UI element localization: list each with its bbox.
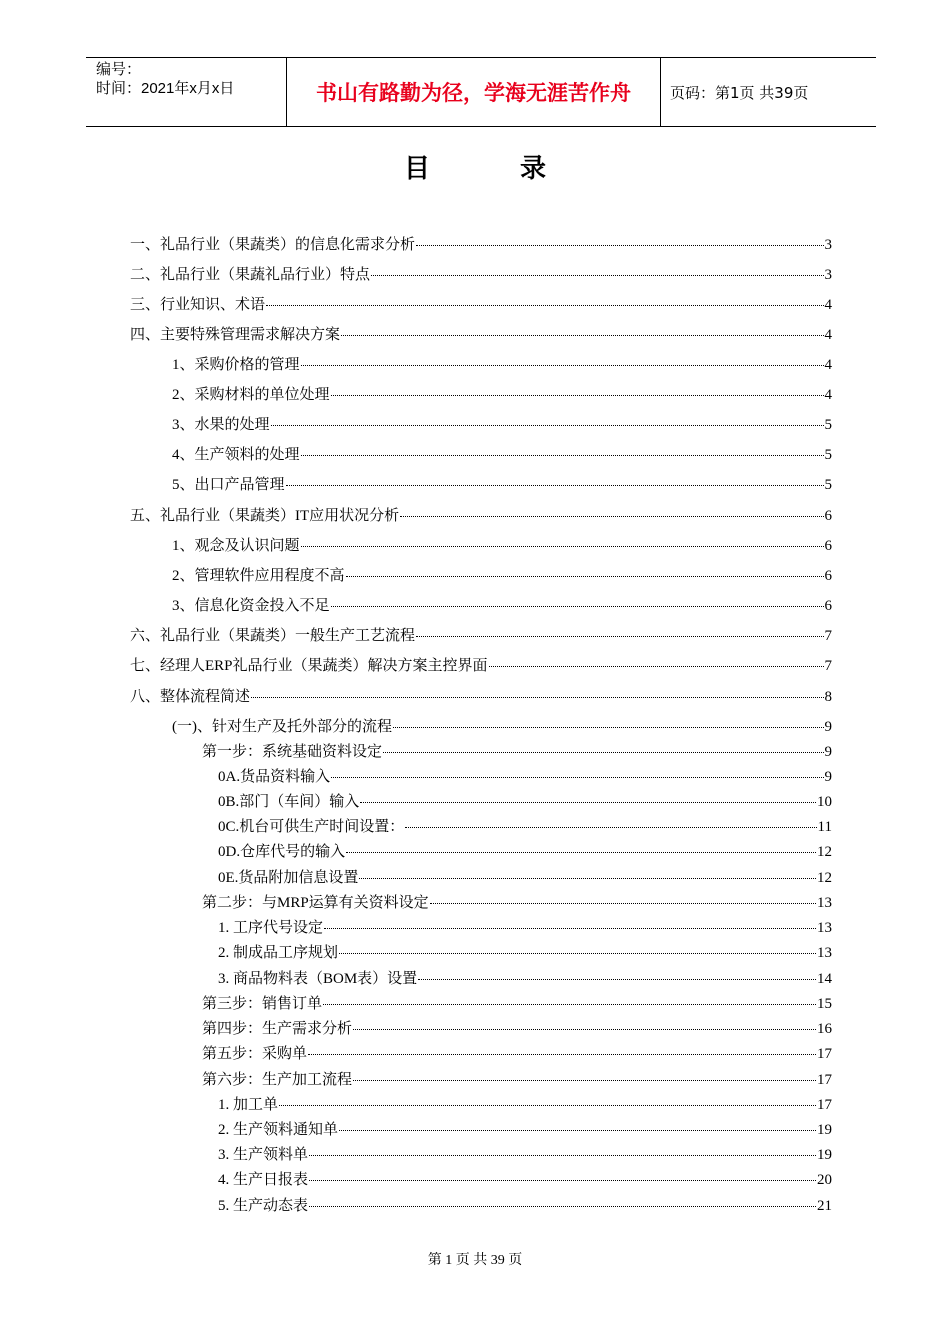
toc-entry-label: 第六步：生产加工流程 bbox=[202, 1072, 353, 1088]
toc-leader-dots bbox=[301, 455, 824, 456]
toc-leader-dots bbox=[251, 697, 823, 698]
toc-entry-page: 5 bbox=[824, 477, 832, 493]
toc-leader-dots bbox=[309, 1206, 816, 1207]
toc-entry-page: 4 bbox=[824, 387, 832, 403]
toc-entry-label: 二、礼品行业（果蔬礼品行业）特点 bbox=[130, 267, 371, 283]
toc-entry[interactable] bbox=[172, 443, 832, 463]
toc-entry-page: 19 bbox=[817, 1147, 832, 1163]
title-char-2: 录 bbox=[520, 154, 547, 184]
toc-entry[interactable] bbox=[130, 624, 832, 644]
toc-leader-dots bbox=[266, 305, 823, 306]
toc-entry[interactable] bbox=[130, 654, 832, 674]
toc-leader-dots bbox=[286, 485, 824, 486]
toc-entry-label: 一、礼品行业（果蔬类）的信息化需求分析 bbox=[130, 237, 416, 253]
toc-leader-dots bbox=[405, 827, 816, 828]
toc-entry-page: 13 bbox=[817, 895, 832, 911]
toc-entry-label: 5、出口产品管理 bbox=[172, 477, 285, 493]
toc-entry-page: 13 bbox=[817, 945, 832, 961]
toc-entry-page: 16 bbox=[817, 1021, 832, 1037]
toc-entry-label: 3. 商品物料表（BOM表）设置 bbox=[218, 971, 418, 987]
page-footer: 第 1 页 共 39 页 bbox=[427, 1253, 523, 1268]
toc-leader-dots bbox=[331, 606, 824, 607]
toc-entry-label: 六、礼品行业（果蔬类）一般生产工艺流程 bbox=[130, 628, 416, 644]
toc-entry[interactable] bbox=[218, 765, 832, 785]
toc-entry[interactable] bbox=[130, 233, 832, 253]
toc-entry[interactable] bbox=[130, 263, 832, 283]
page-title bbox=[0, 148, 950, 185]
toc-entry-label: 第五步：采购单 bbox=[202, 1046, 308, 1062]
toc-entry-page: 12 bbox=[817, 844, 832, 860]
toc-leader-dots bbox=[418, 979, 816, 980]
toc-entry-label: 第二步：与MRP运算有关资料设定 bbox=[202, 895, 429, 911]
toc-leader-dots bbox=[323, 1004, 816, 1005]
toc-entry-label: 3. 生产领料单 bbox=[218, 1147, 309, 1163]
toc-entry-label: 五、礼品行业（果蔬类）IT应用状况分析 bbox=[130, 508, 400, 524]
toc-entry-page: 8 bbox=[824, 689, 832, 705]
toc-entry-label: 3、信息化资金投入不足 bbox=[172, 598, 330, 614]
toc-entry-label: 第三步：销售订单 bbox=[202, 996, 323, 1012]
toc-entry[interactable] bbox=[130, 323, 832, 343]
toc-entry-label: 4、生产领料的处理 bbox=[172, 447, 300, 463]
toc-entry-label: 1、采购价格的管理 bbox=[172, 357, 300, 373]
toc-entry[interactable] bbox=[218, 815, 832, 835]
toc-leader-dots bbox=[353, 1029, 816, 1030]
toc-entry-page: 17 bbox=[817, 1097, 832, 1113]
toc-entry-page: 12 bbox=[817, 870, 832, 886]
toc-entry-label: (一)、针对生产及托外部分的流程 bbox=[172, 719, 392, 735]
toc-entry-label: 0E.货品附加信息设置 bbox=[218, 870, 359, 886]
toc-leader-dots bbox=[489, 666, 824, 667]
toc-entry-label: 1. 加工单 bbox=[218, 1097, 279, 1113]
header-motto: 书山有路勤为径，学海无涯苦作舟 bbox=[287, 58, 661, 126]
toc-entry-page: 7 bbox=[824, 628, 832, 644]
toc-entry-page: 13 bbox=[817, 920, 832, 936]
toc-entry[interactable] bbox=[202, 1042, 832, 1062]
toc-entry[interactable] bbox=[202, 891, 832, 911]
toc-leader-dots bbox=[393, 727, 824, 728]
toc-entry-label: 1. 工序代号设定 bbox=[218, 920, 324, 936]
toc-entry-page: 17 bbox=[817, 1072, 832, 1088]
toc-entry[interactable] bbox=[172, 353, 832, 373]
toc-entry-label: 0B.部门（车间）输入 bbox=[218, 794, 360, 810]
toc-entry-page: 10 bbox=[817, 794, 832, 810]
toc-entry-label: 3、水果的处理 bbox=[172, 417, 270, 433]
toc-leader-dots bbox=[309, 1180, 816, 1181]
toc-entry-page: 9 bbox=[824, 744, 832, 760]
toc-entry-label: 2、管理软件应用程度不高 bbox=[172, 568, 345, 584]
toc-entry[interactable] bbox=[218, 866, 832, 886]
toc-entry-page: 6 bbox=[824, 568, 832, 584]
toc-entry[interactable] bbox=[130, 685, 832, 705]
toc-entry-label: 三、行业知识、术语 bbox=[130, 297, 266, 313]
toc-entry-label: 5. 生产动态表 bbox=[218, 1198, 309, 1214]
toc-entry[interactable] bbox=[130, 293, 832, 313]
toc-entry-label: 1、观念及认识问题 bbox=[172, 538, 300, 554]
toc-entry[interactable] bbox=[202, 1068, 832, 1088]
toc-leader-dots bbox=[279, 1105, 816, 1106]
toc-entry-page: 6 bbox=[824, 598, 832, 614]
toc-entry-page: 3 bbox=[824, 267, 832, 283]
toc-leader-dots bbox=[416, 245, 823, 246]
toc-entry[interactable] bbox=[218, 1093, 832, 1113]
toc-entry-page: 4 bbox=[824, 327, 832, 343]
toc-entry[interactable] bbox=[202, 740, 832, 760]
toc-entry-page: 20 bbox=[817, 1172, 832, 1188]
toc-entry[interactable] bbox=[218, 1118, 832, 1138]
toc-leader-dots bbox=[301, 365, 824, 366]
toc-entry-label: 第四步：生产需求分析 bbox=[202, 1021, 353, 1037]
toc-entry[interactable] bbox=[202, 1017, 832, 1037]
toc-leader-dots bbox=[371, 275, 823, 276]
toc-entry[interactable] bbox=[172, 383, 832, 403]
toc-entry[interactable] bbox=[218, 941, 832, 961]
toc-entry-label: 第一步：系统基础资料设定 bbox=[202, 744, 383, 760]
toc-entry-page: 5 bbox=[824, 417, 832, 433]
toc-entry-label: 八、整体流程简述 bbox=[130, 689, 251, 705]
number-label: 编号： bbox=[96, 61, 142, 78]
toc-leader-dots bbox=[331, 395, 824, 396]
toc-entry-label: 0A.货品资料输入 bbox=[218, 769, 331, 785]
toc-entry-page: 9 bbox=[824, 719, 832, 735]
toc-leader-dots bbox=[341, 335, 823, 336]
toc-entry-page: 14 bbox=[817, 971, 832, 987]
toc-leader-dots bbox=[308, 1054, 816, 1055]
toc-entry-page: 19 bbox=[817, 1122, 832, 1138]
toc-entry[interactable] bbox=[202, 992, 832, 1012]
toc-entry[interactable] bbox=[218, 1143, 832, 1163]
toc-entry[interactable] bbox=[218, 790, 832, 810]
toc-entry-page: 21 bbox=[817, 1198, 832, 1214]
toc-leader-dots bbox=[324, 928, 816, 929]
title-char-1: 目 bbox=[403, 154, 430, 184]
toc-entry[interactable] bbox=[218, 916, 832, 936]
toc-leader-dots bbox=[353, 1080, 816, 1081]
toc-leader-dots bbox=[331, 777, 823, 778]
header-page-info: 页码：第1页 共39页 bbox=[670, 83, 809, 102]
toc-entry[interactable] bbox=[172, 413, 832, 433]
document-header bbox=[86, 57, 876, 127]
toc-entry-page: 5 bbox=[824, 447, 832, 463]
toc-entry-label: 0D.仓库代号的输入 bbox=[218, 844, 346, 860]
toc-entry-page: 4 bbox=[824, 357, 832, 373]
toc-entry[interactable] bbox=[130, 504, 832, 524]
toc-entry-page: 9 bbox=[824, 769, 832, 785]
toc-entry[interactable] bbox=[218, 967, 832, 987]
toc-entry-page: 4 bbox=[824, 297, 832, 313]
toc-entry[interactable] bbox=[218, 1194, 832, 1214]
toc-entry-label: 2. 制成品工序规划 bbox=[218, 945, 339, 961]
toc-entry[interactable] bbox=[218, 840, 832, 860]
toc-entry[interactable] bbox=[172, 564, 832, 584]
toc-leader-dots bbox=[430, 903, 816, 904]
toc-entry[interactable] bbox=[172, 534, 832, 554]
toc-entry[interactable] bbox=[218, 1168, 832, 1188]
toc-leader-dots bbox=[400, 516, 823, 517]
toc-entry-label: 2、采购材料的单位处理 bbox=[172, 387, 330, 403]
toc-entry[interactable] bbox=[172, 715, 832, 735]
toc-leader-dots bbox=[346, 576, 824, 577]
toc-leader-dots bbox=[301, 546, 824, 547]
header-meta bbox=[86, 58, 287, 126]
toc-leader-dots bbox=[383, 752, 823, 753]
toc-entry-page: 6 bbox=[824, 538, 832, 554]
toc-entry-page: 15 bbox=[817, 996, 832, 1012]
toc-leader-dots bbox=[271, 425, 824, 426]
toc-leader-dots bbox=[360, 802, 816, 803]
toc-entry-label: 0C.机台可供生产时间设置： bbox=[218, 819, 405, 835]
toc-entry-page: 7 bbox=[824, 658, 832, 674]
toc-leader-dots bbox=[339, 1130, 816, 1131]
toc-entry-label: 2. 生产领料通知单 bbox=[218, 1122, 339, 1138]
toc-entry-page: 11 bbox=[817, 819, 832, 835]
date-label: 时间：2021年x月x日 bbox=[96, 80, 235, 97]
toc-leader-dots bbox=[339, 953, 816, 954]
toc-entry-label: 四、主要特殊管理需求解决方案 bbox=[130, 327, 341, 343]
toc-entry-page: 17 bbox=[817, 1046, 832, 1062]
toc-entry[interactable] bbox=[172, 594, 832, 614]
toc-leader-dots bbox=[416, 636, 823, 637]
toc-entry[interactable] bbox=[172, 473, 832, 493]
toc-leader-dots bbox=[309, 1155, 816, 1156]
toc-leader-dots bbox=[346, 852, 816, 853]
toc-entry-label: 七、经理人ERP礼品行业（果蔬类）解决方案主控界面 bbox=[130, 658, 488, 674]
toc-entry-label: 4. 生产日报表 bbox=[218, 1172, 309, 1188]
toc-leader-dots bbox=[359, 878, 816, 879]
toc-entry-page: 6 bbox=[824, 508, 832, 524]
toc-entry-page: 3 bbox=[824, 237, 832, 253]
